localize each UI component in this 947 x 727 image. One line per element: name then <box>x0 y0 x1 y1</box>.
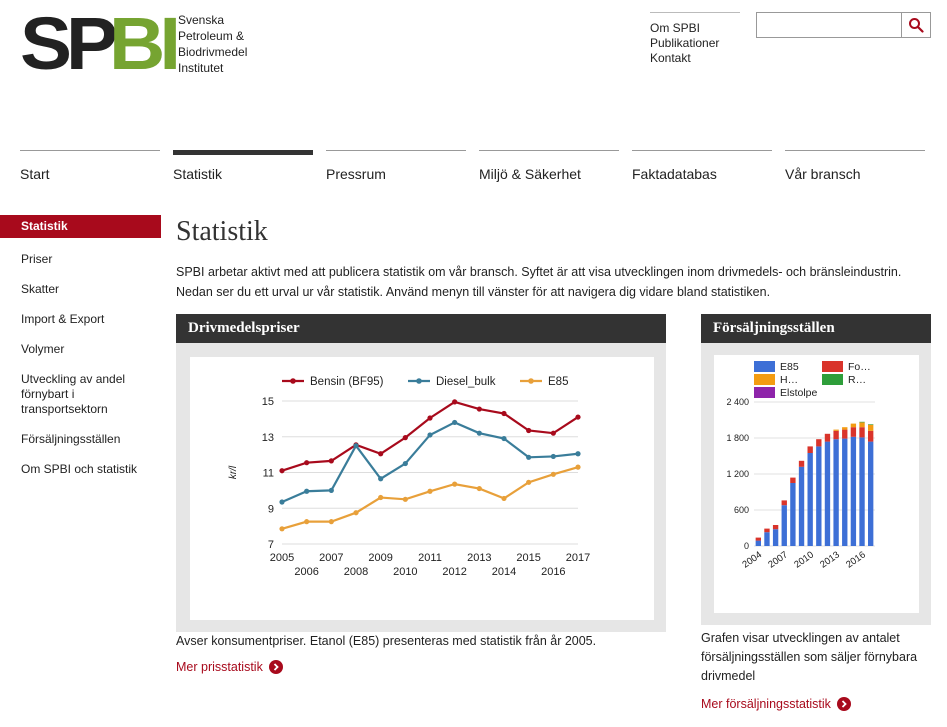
x-tick-label: 2010 <box>792 549 816 571</box>
legend-label: R… <box>848 374 867 386</box>
logo-text <box>178 12 278 76</box>
data-point <box>526 480 531 485</box>
sidebar-item-om-spbi-statistik[interactable]: Om SPBI och statistik <box>21 462 138 476</box>
data-point <box>526 428 531 433</box>
data-point <box>279 468 284 473</box>
data-point <box>427 415 432 420</box>
link-kontakt[interactable]: Kontakt <box>650 51 691 65</box>
x-tick-label: 2010 <box>393 566 418 578</box>
data-point <box>329 519 334 524</box>
legend-swatch <box>822 361 843 372</box>
x-tick-label: 2015 <box>516 552 541 564</box>
link-publikationer[interactable]: Publikationer <box>650 36 720 50</box>
legend-label: Diesel_bulk <box>436 376 496 388</box>
data-point <box>477 406 482 411</box>
top-links <box>650 12 740 66</box>
y-tick-label: 13 <box>261 431 274 444</box>
bar-segment <box>816 446 821 546</box>
chevron-right-icon <box>837 697 851 711</box>
data-point <box>427 489 432 494</box>
legend-label: E85 <box>780 361 799 373</box>
data-point <box>279 526 284 531</box>
bar-segment <box>859 422 864 423</box>
sidebar-item-forsaljningsstallen[interactable]: Försäljningsställen <box>21 432 121 446</box>
logo-text-line: Svenska <box>178 13 225 27</box>
bar-segment <box>756 541 761 546</box>
legend-label: H… <box>780 374 799 386</box>
bar-segment <box>859 437 864 546</box>
nav-statistik[interactable]: Statistik <box>173 150 313 190</box>
y-tick-label: 7 <box>267 539 274 551</box>
legend-swatch <box>754 361 775 372</box>
nav-var-bransch[interactable]: Vår bransch <box>785 150 925 190</box>
bar-segment <box>773 529 778 546</box>
link-om-spbi[interactable]: Om SPBI <box>650 21 701 35</box>
chevron-right-icon <box>269 660 283 674</box>
x-tick-label: 2005 <box>269 552 295 564</box>
data-point <box>329 458 334 463</box>
nav-miljo-sakerhet[interactable]: Miljö & Säkerhet <box>479 150 619 190</box>
intro-text: SPBI arbetar aktivt med att publicera statistik om vår bransch. Syftet är att visa utvecklingen inom drivmedels- och bränsleindustrin. Nedan ser du ett urval ur vår statistik. Använd menyn till vänster för att navigera dig vidare bland statistiken. <box>176 265 902 299</box>
panel-title: Försäljningsställen <box>701 314 931 343</box>
y-tick-label: 2 400 <box>726 397 749 407</box>
bar-segment <box>851 424 856 428</box>
y-tick-label: 15 <box>261 396 274 408</box>
bar-segment <box>782 500 787 505</box>
bar-segment <box>799 467 804 546</box>
data-point <box>452 482 457 487</box>
data-point <box>452 420 457 425</box>
x-tick-label: 2004 <box>740 549 765 571</box>
data-point <box>477 431 482 436</box>
x-tick-label: 2007 <box>766 549 790 571</box>
data-point <box>575 414 580 419</box>
bar-segment <box>764 532 769 546</box>
legend-swatch <box>754 387 775 398</box>
data-point <box>477 486 482 491</box>
data-point <box>403 435 408 440</box>
panel-body <box>176 343 666 632</box>
y-tick-label: 9 <box>267 503 274 516</box>
data-point <box>353 510 358 515</box>
nav-faktadatabas[interactable]: Faktadatabas <box>632 150 772 190</box>
stations-bar-chart <box>714 355 919 613</box>
bar-segment <box>842 439 847 546</box>
data-point <box>551 454 556 459</box>
bar-segment <box>807 446 812 453</box>
bar-segment <box>842 427 847 429</box>
x-tick-label: 2007 <box>319 552 344 564</box>
y-tick-label: 11 <box>262 467 274 480</box>
bar-segment <box>833 430 838 431</box>
bar-segment <box>825 434 830 442</box>
data-point <box>501 496 506 501</box>
bar-segment <box>868 442 873 546</box>
bar-segment <box>773 525 778 529</box>
y-tick-label: 1 200 <box>726 469 749 479</box>
bar-segment <box>764 529 769 533</box>
sidebar-item-volymer[interactable]: Volymer <box>21 342 65 356</box>
panel-drivmedelspriser <box>176 314 666 674</box>
data-point <box>353 443 358 448</box>
link-label: Mer prisstatistik <box>176 660 263 674</box>
panel-title: Drivmedelspriser <box>176 314 666 343</box>
bar-segment <box>842 430 847 439</box>
data-point <box>304 489 309 494</box>
legend-label: Bensin (BF95) <box>310 376 384 388</box>
logo-text-line: Biodrivmedel <box>178 45 248 59</box>
main-nav <box>20 150 930 190</box>
series-line <box>282 467 578 529</box>
data-point <box>378 476 383 481</box>
bar-segment <box>816 439 821 446</box>
stations-chart-container <box>714 355 919 613</box>
data-point <box>501 436 506 441</box>
bar-segment <box>833 431 838 439</box>
data-point <box>452 399 457 404</box>
data-point <box>575 465 580 470</box>
bar-segment <box>807 453 812 546</box>
page-title: Statistik <box>176 216 268 247</box>
x-tick-label: 2011 <box>418 552 442 564</box>
data-point <box>427 432 432 437</box>
more-price-stats-link[interactable] <box>176 660 666 674</box>
y-tick-label: 1 800 <box>726 433 749 443</box>
price-chart-container <box>190 357 654 620</box>
y-tick-label: 600 <box>733 505 749 515</box>
bar-segment <box>868 431 873 442</box>
sidebar <box>0 215 161 489</box>
bar-segment <box>833 439 838 546</box>
x-tick-label: 2013 <box>818 549 842 571</box>
search-button[interactable] <box>901 13 930 37</box>
bar-segment <box>851 437 856 546</box>
sidebar-item-import-export[interactable]: Import & Export <box>21 312 105 326</box>
bar-segment <box>782 505 787 546</box>
logo-text-line: Petroleum & <box>178 29 245 43</box>
more-stations-stats-link[interactable] <box>701 697 931 711</box>
panel-caption: Avser konsumentpriser. Etanol (E85) presenteras med statistik från år 2005. <box>176 634 597 648</box>
data-point <box>551 472 556 477</box>
legend-label: E85 <box>548 376 569 388</box>
legend-label: Elstolpe <box>780 387 818 399</box>
x-tick-label: 2012 <box>442 566 467 578</box>
bar-segment <box>756 538 761 541</box>
bar-segment <box>868 424 873 425</box>
legend-swatch-dot <box>290 378 296 384</box>
data-point <box>329 488 334 493</box>
data-point <box>501 411 506 416</box>
data-point <box>403 461 408 466</box>
data-point <box>304 460 309 465</box>
data-point <box>526 455 531 460</box>
nav-pressrum[interactable]: Pressrum <box>326 150 466 190</box>
bar-segment <box>825 442 830 546</box>
legend-swatch-dot <box>528 378 534 384</box>
x-tick-label: 2017 <box>565 552 591 564</box>
panel-body <box>701 343 931 625</box>
logo-letters-bi: BI <box>109 1 175 86</box>
sidebar-item-skatter[interactable]: Skatter <box>21 282 60 296</box>
nav-start[interactable]: Start <box>20 150 160 190</box>
x-tick-label: 2014 <box>491 566 517 578</box>
sidebar-item-fornybart[interactable]: Utveckling av andel förnybart i transportsektorn <box>21 372 126 416</box>
bar-segment <box>859 427 864 437</box>
bar-segment <box>851 427 856 437</box>
search-box <box>756 12 931 38</box>
y-tick-label: 0 <box>743 541 749 551</box>
x-tick-label: 2013 <box>467 552 492 564</box>
bar-segment <box>790 483 795 546</box>
x-tick-label: 2016 <box>541 566 566 578</box>
legend-label: Fo… <box>848 361 871 373</box>
data-point <box>304 519 309 524</box>
link-label: Mer försäljningsstatistik <box>701 697 831 711</box>
legend-swatch <box>754 374 775 385</box>
search-input[interactable] <box>757 13 902 37</box>
price-line-chart <box>190 357 654 620</box>
x-tick-label: 2006 <box>294 566 319 578</box>
x-tick-label: 2008 <box>343 566 369 578</box>
sidebar-item-statistik[interactable]: Statistik <box>0 215 161 238</box>
bar-segment <box>868 425 873 431</box>
bar-segment <box>790 478 795 483</box>
legend-swatch-dot <box>416 378 422 384</box>
y-axis-label: kr/l <box>228 465 239 480</box>
x-tick-label: 2016 <box>844 549 868 571</box>
search-icon <box>908 17 924 33</box>
data-point <box>575 451 580 456</box>
bar-segment <box>799 461 804 467</box>
x-tick-label: 2009 <box>368 552 393 564</box>
bar-segment <box>859 422 864 427</box>
data-point <box>279 499 284 504</box>
sidebar-item-priser[interactable]: Priser <box>21 252 53 266</box>
data-point <box>378 451 383 456</box>
data-point <box>378 495 383 500</box>
data-point <box>551 431 556 436</box>
logo-text-line: Institutet <box>178 61 224 75</box>
legend-swatch <box>822 374 843 385</box>
data-point <box>403 497 408 502</box>
panel-forsaljningsstallen <box>701 314 931 711</box>
panel-caption: Grafen visar utvecklingen av antalet försäljningsställen som säljer förnybara drivmedel <box>701 631 918 683</box>
logo-letters-sp: SP <box>20 1 113 86</box>
